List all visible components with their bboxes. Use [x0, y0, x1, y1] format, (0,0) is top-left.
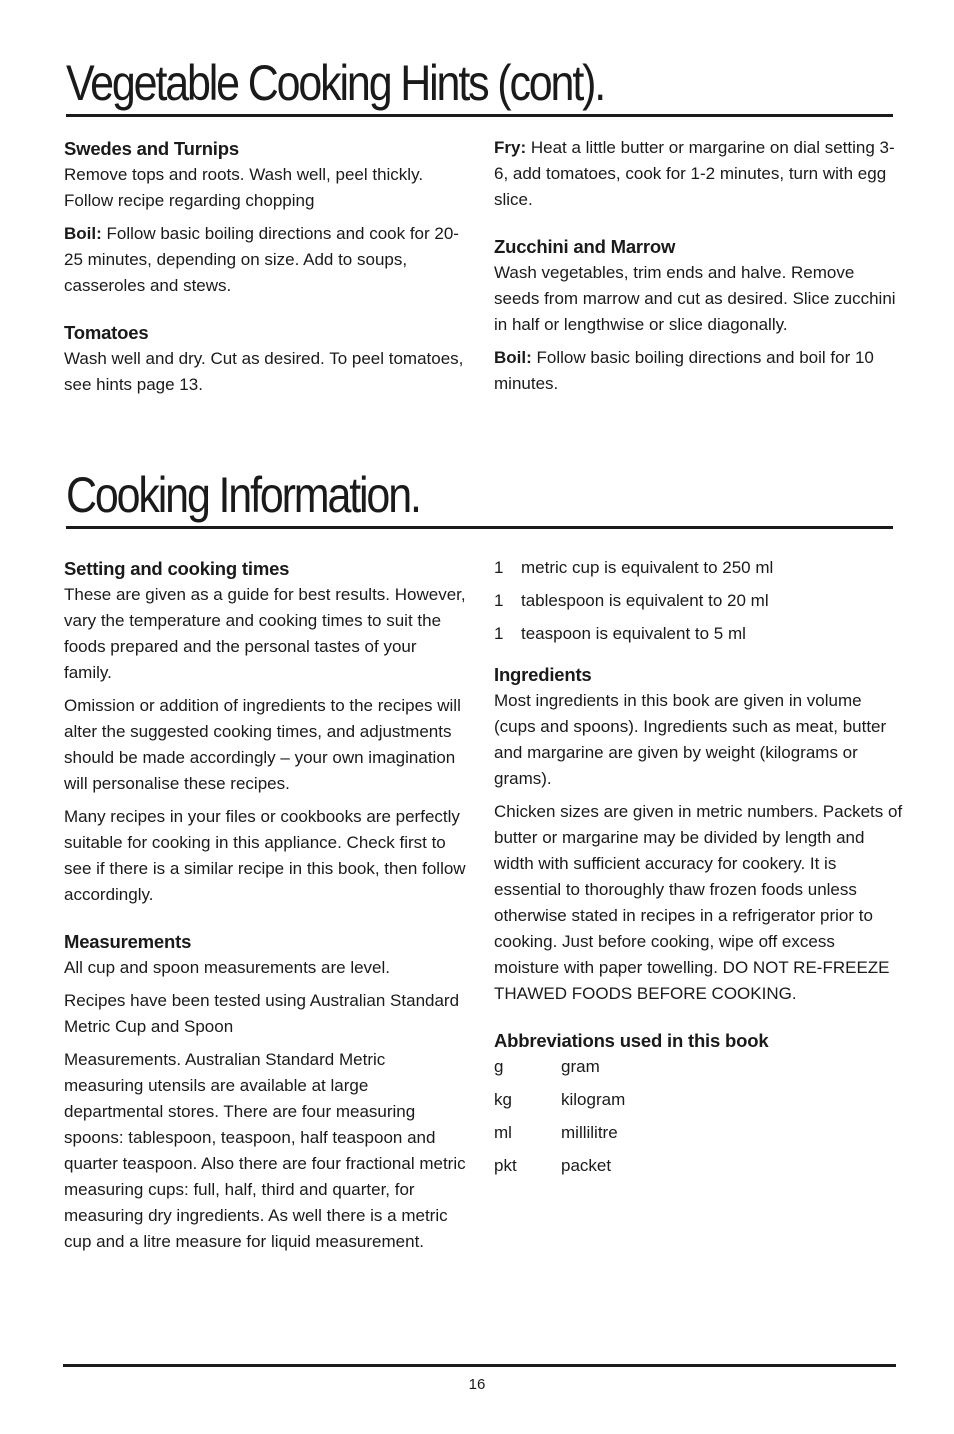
abbreviation-row: pkt packet	[494, 1156, 612, 1175]
heading-setting-cooking-times: Setting and cooking times	[64, 558, 290, 579]
title-rule	[66, 114, 893, 117]
paragraph: Recipes have been tested using Australian Standard Metric Cup and Spoon	[64, 991, 460, 1036]
heading-tomatoes: Tomatoes	[64, 322, 149, 343]
heading-measurements: Measurements	[64, 931, 192, 952]
abbreviation-row: kg kilogram	[494, 1090, 626, 1109]
paragraph: Fry: Heat a little butter or margarine on dial setting 3-6, add tomatoes, cook for 1-2 minutes, turn with egg slice.	[494, 138, 895, 209]
heading-swedes-turnips: Swedes and Turnips	[64, 138, 239, 159]
cooking-info-left-column	[64, 556, 469, 1262]
title-rule	[66, 526, 893, 529]
paragraph: All cup and spoon measurements are level.	[64, 958, 391, 977]
abbreviation-row: ml millilitre	[494, 1123, 618, 1142]
paragraph: Wash vegetables, trim ends and halve. Remove seeds from marrow and cut as desired. Slice zucchini in half or lengthwise or slice diagonally.	[494, 263, 896, 334]
vegetable-hints-right-column	[494, 135, 899, 404]
heading-ingredients: Ingredients	[494, 664, 592, 685]
paragraph: Many recipes in your files or cookbooks are perfectly suitable for cooking in this appliance. Check first to see if there is a similar recipe in this book, then follow accordingly.	[64, 807, 466, 904]
equivalent-row: 1 teaspoon is equivalent to 5 ml	[494, 624, 746, 643]
equivalent-row: 1 metric cup is equivalent to 250 ml	[494, 558, 774, 577]
paragraph: Chicken sizes are given in metric numbers. Packets of butter or margarine may be divided by length and width with sufficient accuracy for cookery. It is essential to thoroughly thaw frozen foods unless otherwise stated in recipes in a refrigerator prior to cooking. Just before cooking, wipe off excess moisture with paper towelling. DO NOT RE-FREEZE THAWED FOODS BEFORE COOKING.	[494, 802, 903, 1003]
heading-zucchini-marrow: Zucchini and Marrow	[494, 236, 676, 257]
footer-rule	[63, 1364, 896, 1367]
section-title-cooking-information: Cooking Information.	[66, 467, 420, 523]
paragraph: Measurements. Australian Standard Metric measuring utensils are available at large departmental stores. There are four measuring spoons: tablespoon, teaspoon, half teaspoon and quarter teaspoon. Also there are four fractional metric measuring cups: full, half, third and quarter, for measuring dry ingredients. As well there is a metric cup and a litre measure for liquid measurement.	[64, 1050, 466, 1251]
paragraph: Boil: Follow basic boiling directions and cook for 20-25 minutes, depending on size. Add to soups, casseroles and stews.	[64, 224, 459, 295]
paragraph: Wash well and dry. Cut as desired. To peel tomatoes, see hints page 13.	[64, 349, 464, 394]
cooking-info-right-column	[494, 555, 904, 1186]
abbreviation-row: g gram	[494, 1057, 600, 1076]
equivalent-row: 1 tablespoon is equivalent to 20 ml	[494, 591, 769, 610]
page-number: 16	[468, 1376, 486, 1393]
vegetable-hints-left-column	[64, 136, 469, 405]
paragraph: Boil: Follow basic boiling directions and boil for 10 minutes.	[494, 348, 874, 393]
paragraph: These are given as a guide for best results. However, vary the temperature and cooking times to suit the foods prepared and the personal tastes of your family.	[64, 585, 466, 682]
section-title-vegetable-hints: Vegetable Cooking Hints (cont).	[66, 55, 605, 111]
paragraph: Most ingredients in this book are given in volume (cups and spoons). Ingredients such as meat, butter and margarine are given by weight (kilograms or grams).	[494, 691, 887, 788]
paragraph: Remove tops and roots. Wash well, peel thickly. Follow recipe regarding chopping	[64, 165, 424, 210]
paragraph: Omission or addition of ingredients to the recipes will alter the suggested cooking times, and adjustments should be made accordingly – your own imagination will personalise these recipes.	[64, 696, 461, 793]
heading-abbreviations: Abbreviations used in this book	[494, 1030, 769, 1051]
